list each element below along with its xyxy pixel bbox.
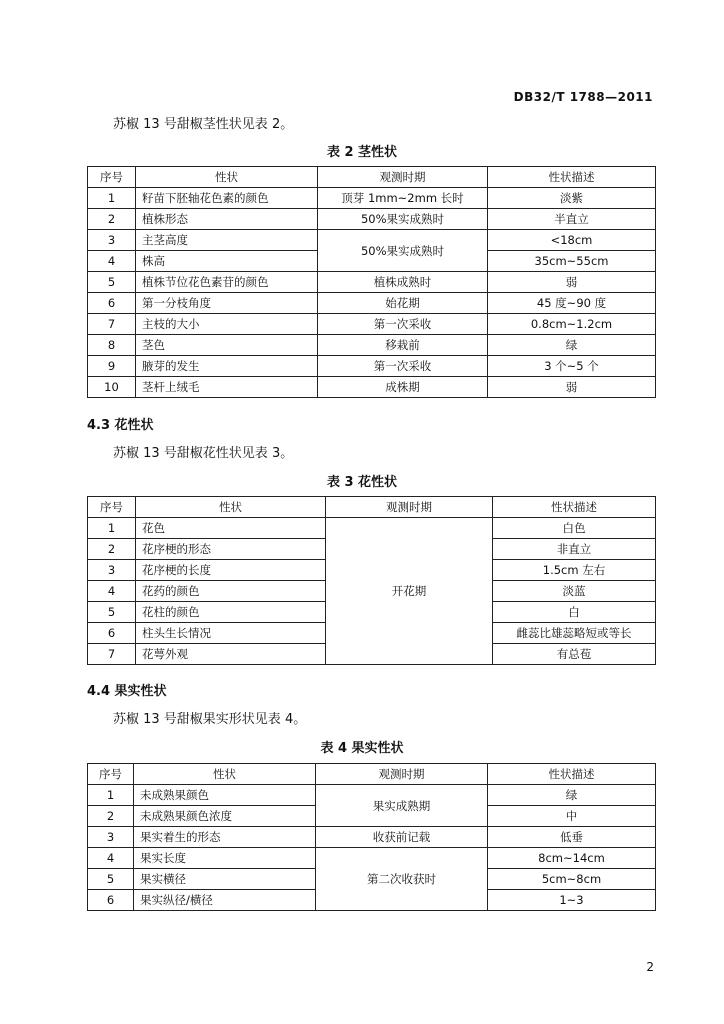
- cell-trait: 花萼外观: [136, 644, 326, 665]
- cell-index: 1: [88, 518, 136, 539]
- table-row: [88, 335, 656, 356]
- cell-description: 1~3: [488, 890, 656, 911]
- fruit-traits-table: [87, 763, 656, 911]
- table-row: [88, 293, 656, 314]
- cell-trait: 花色: [136, 518, 326, 539]
- cell-trait: 茎杆上绒毛: [136, 377, 318, 398]
- cell-period: 第二次收获时: [316, 848, 488, 911]
- cell-description: <18cm: [488, 230, 656, 251]
- cell-period: 开花期: [326, 518, 493, 665]
- cell-index: 7: [88, 314, 136, 335]
- cell-index: 9: [88, 356, 136, 377]
- cell-period: 植株成熟时: [318, 272, 488, 293]
- cell-period: 成株期: [318, 377, 488, 398]
- cell-trait: 第一分枝角度: [136, 293, 318, 314]
- fruit-intro-paragraph: 苏椒 13 号甜椒果实形状见表 4。: [113, 712, 307, 727]
- table-header-row: [88, 497, 656, 518]
- cell-description: 白: [493, 602, 656, 623]
- cell-trait: 籽苗下胚轴花色素的颜色: [136, 188, 318, 209]
- table3-caption: 表 3 花性状: [326, 475, 398, 490]
- cell-trait: 株高: [136, 251, 318, 272]
- cell-period: 第一次采收: [318, 356, 488, 377]
- document-code: DB32/T 1788—2011: [513, 90, 653, 104]
- header-trait: 性状: [136, 167, 318, 188]
- cell-description: 1.5cm 左右: [493, 560, 656, 581]
- cell-trait: 果实着生的形态: [134, 827, 316, 848]
- table4-caption: 表 4 果实性状: [320, 741, 404, 756]
- cell-description: 淡蓝: [493, 581, 656, 602]
- cell-index: 1: [88, 785, 134, 806]
- cell-trait: 未成熟果颜色浓度: [134, 806, 316, 827]
- cell-description: 0.8cm~1.2cm: [488, 314, 656, 335]
- cell-trait: 果实纵径/横径: [134, 890, 316, 911]
- cell-index: 5: [88, 272, 136, 293]
- section-heading-flower: 4.3 花性状: [87, 418, 154, 433]
- section-heading-fruit: 4.4 果实性状: [87, 684, 167, 699]
- cell-description: 白色: [493, 518, 656, 539]
- table-row: [88, 518, 656, 539]
- cell-index: 10: [88, 377, 136, 398]
- cell-trait: 花序梗的形态: [136, 539, 326, 560]
- cell-index: 7: [88, 644, 136, 665]
- table-row: [88, 230, 656, 251]
- cell-index: 4: [88, 848, 134, 869]
- cell-description: 3 个~5 个: [488, 356, 656, 377]
- table-row: [88, 314, 656, 335]
- cell-trait: 果实横径: [134, 869, 316, 890]
- cell-period: 50%果实成熟时: [318, 230, 488, 272]
- cell-description: 淡紫: [488, 188, 656, 209]
- table-header-row: [88, 167, 656, 188]
- header-description: 性状描述: [493, 497, 656, 518]
- cell-index: 6: [88, 890, 134, 911]
- cell-description: 中: [488, 806, 656, 827]
- cell-trait: 柱头生长情况: [136, 623, 326, 644]
- cell-index: 5: [88, 602, 136, 623]
- header-index: 序号: [88, 497, 136, 518]
- cell-trait: 植株形态: [136, 209, 318, 230]
- cell-description: 35cm~55cm: [488, 251, 656, 272]
- table-row: [88, 209, 656, 230]
- cell-trait: 花序梗的长度: [136, 560, 326, 581]
- table-row: [88, 356, 656, 377]
- header-trait: 性状: [134, 764, 316, 785]
- cell-description: 8cm~14cm: [488, 848, 656, 869]
- cell-period: 第一次采收: [318, 314, 488, 335]
- cell-period: 移栽前: [318, 335, 488, 356]
- table-row: [88, 848, 656, 869]
- page-number: 2: [646, 960, 654, 974]
- cell-description: 45 度~90 度: [488, 293, 656, 314]
- table-row: [88, 827, 656, 848]
- cell-description: 弱: [488, 377, 656, 398]
- cell-period: 始花期: [318, 293, 488, 314]
- cell-description: 半直立: [488, 209, 656, 230]
- cell-index: 2: [88, 539, 136, 560]
- cell-trait: 腋芽的发生: [136, 356, 318, 377]
- cell-trait: 未成熟果颜色: [134, 785, 316, 806]
- header-description: 性状描述: [488, 167, 656, 188]
- flower-traits-table: [87, 496, 656, 665]
- cell-description: 有总苞: [493, 644, 656, 665]
- cell-period: 果实成熟期: [316, 785, 488, 827]
- table-row: [88, 785, 656, 806]
- header-period: 观测时期: [326, 497, 493, 518]
- cell-description: 绿: [488, 785, 656, 806]
- cell-index: 3: [88, 560, 136, 581]
- header-index: 序号: [88, 167, 136, 188]
- cell-description: 绿: [488, 335, 656, 356]
- cell-trait: 果实长度: [134, 848, 316, 869]
- cell-trait: 花药的颜色: [136, 581, 326, 602]
- cell-index: 4: [88, 251, 136, 272]
- table-row: [88, 272, 656, 293]
- cell-index: 4: [88, 581, 136, 602]
- header-period: 观测时期: [316, 764, 488, 785]
- cell-period: 50%果实成熟时: [318, 209, 488, 230]
- cell-index: 6: [88, 623, 136, 644]
- cell-index: 2: [88, 209, 136, 230]
- cell-description: 雌蕊比雄蕊略短或等长: [493, 623, 656, 644]
- table-row: [88, 188, 656, 209]
- header-period: 观测时期: [318, 167, 488, 188]
- cell-trait: 主茎高度: [136, 230, 318, 251]
- table-header-row: [88, 764, 656, 785]
- stem-intro-paragraph: 苏椒 13 号甜椒茎性状见表 2。: [113, 117, 294, 132]
- cell-period: 顶芽 1mm~2mm 长时: [318, 188, 488, 209]
- cell-index: 6: [88, 293, 136, 314]
- cell-description: 5cm~8cm: [488, 869, 656, 890]
- header-description: 性状描述: [488, 764, 656, 785]
- cell-trait: 主枝的大小: [136, 314, 318, 335]
- cell-index: 3: [88, 230, 136, 251]
- cell-index: 2: [88, 806, 134, 827]
- cell-period: 收获前记载: [316, 827, 488, 848]
- cell-trait: 茎色: [136, 335, 318, 356]
- flower-intro-paragraph: 苏椒 13 号甜椒花性状见表 3。: [113, 446, 294, 461]
- cell-description: 弱: [488, 272, 656, 293]
- cell-index: 5: [88, 869, 134, 890]
- cell-trait: 花柱的颜色: [136, 602, 326, 623]
- stem-traits-table: [87, 166, 656, 398]
- cell-index: 8: [88, 335, 136, 356]
- table-row: [88, 377, 656, 398]
- cell-description: 低垂: [488, 827, 656, 848]
- header-index: 序号: [88, 764, 134, 785]
- cell-description: 非直立: [493, 539, 656, 560]
- table2-caption: 表 2 茎性状: [326, 145, 398, 160]
- cell-index: 1: [88, 188, 136, 209]
- header-trait: 性状: [136, 497, 326, 518]
- cell-index: 3: [88, 827, 134, 848]
- cell-trait: 植株节位花色素苷的颜色: [136, 272, 318, 293]
